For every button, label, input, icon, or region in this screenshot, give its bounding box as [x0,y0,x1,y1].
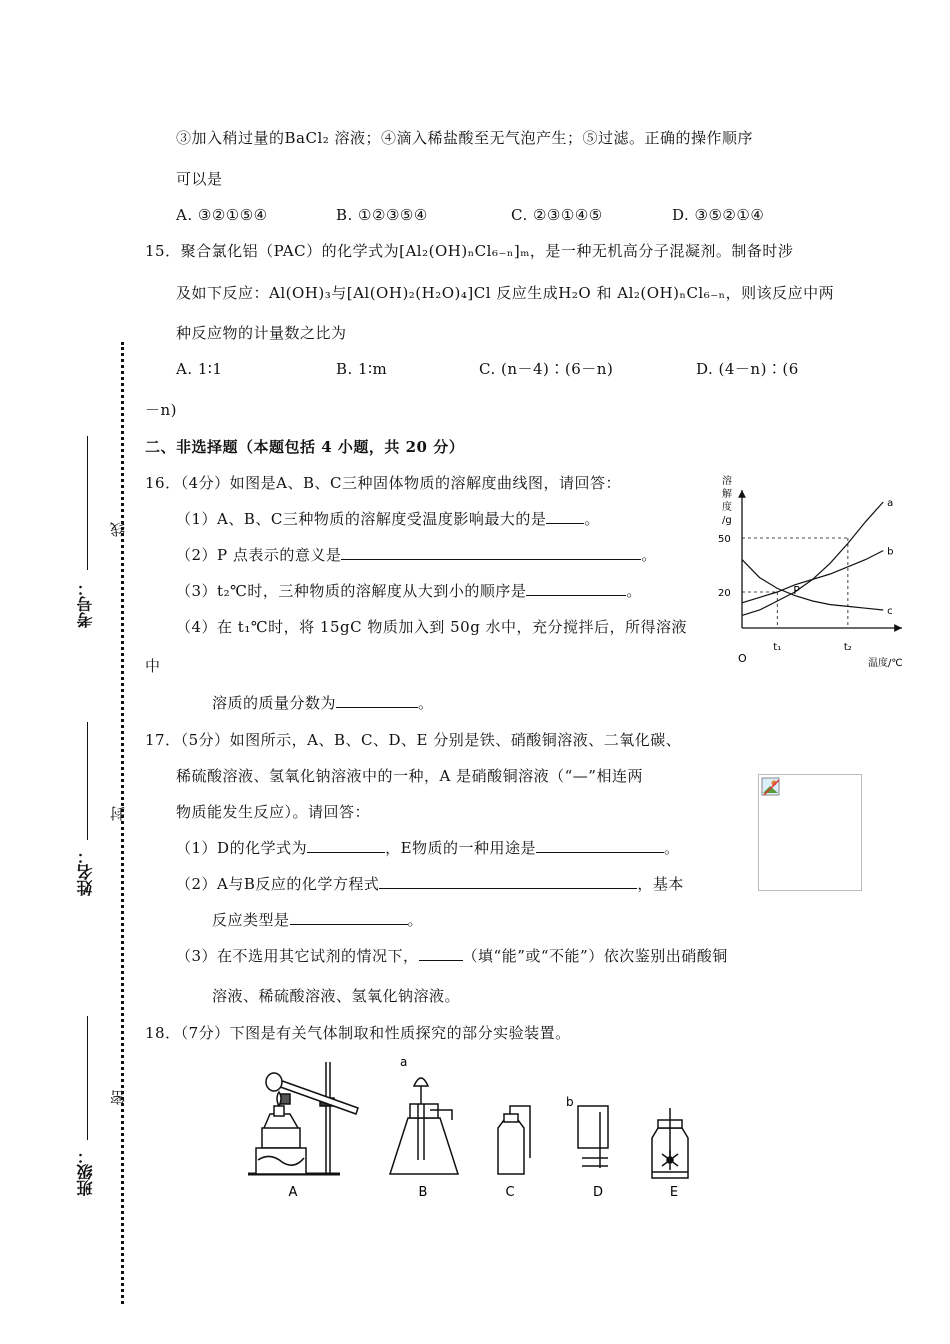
exam-number-label: 考号： [76,580,95,628]
curve-c [742,560,883,610]
q14-line1: ③加入稍过量的BaCl₂ 溶液；④滴入稀盐酸至无气泡产生；⑤过滤。正确的操作顺序 [176,129,754,147]
answer-blank[interactable] [546,509,584,524]
q15-option-d: D. (4－n)∶(6 [696,360,799,378]
margin-char-seal: 封 [109,806,127,821]
tick-labels [718,534,852,653]
q16-part4: （4）在 t₁℃时，将 15gC 物质加入到 50g 水中，充分搅拌后，所得溶液 [176,618,688,636]
broken-image-placeholder [758,774,862,891]
answer-blank[interactable] [379,874,637,889]
curve-b [742,551,883,603]
y-axis-label [722,474,732,526]
q16-part2: （2）P 点表示的意义是 。 [176,546,657,564]
answer-blank[interactable] [307,838,385,853]
q17-stem-line1: 17．（5分）如图所示，A、B、C、D、E 分别是铁、硝酸铜溶液、二氧化碳、 [145,731,682,749]
label-d: D [592,1185,604,1200]
q15-option-a: A. 1∶1 [176,360,223,378]
q18-stem: 18．（7分）下图是有关气体制取和性质探究的部分实验装置。 [145,1024,571,1042]
section-heading: 二、非选择题（本题包括 4 小题，共 20 分） [145,438,465,456]
label-a: A [288,1185,298,1200]
curve-label-b: b [887,546,894,558]
q14-line2: 可以是 [176,170,223,188]
q16-part1: （1）A、B、C三种物质的溶解度受温度影响最大的是 。 [176,510,600,528]
q14-option-d: D. ③⑤②①④ [672,206,765,224]
name-line[interactable] [87,722,88,840]
x-tick-t1: t₁ [773,642,782,653]
answer-blank[interactable] [341,545,641,560]
q15-line1: 15．聚合氯化铝（PAC）的化学式为[Al₂(OH)ₙCl₆₋ₙ]ₘ，是一种无机高分子混凝剂。制备时涉 [145,242,794,260]
y-label-char: 度 [722,502,732,513]
q16-stem: 16．（4分）如图是A、B、C三种固体物质的溶解度曲线图，请回答： [145,474,621,492]
q15-option-b: B. 1∶m [336,360,388,378]
q14-option-b: B. ①②③⑤④ [336,206,428,224]
q16-part3: （3）t₂℃时，三种物质的溶解度从大到小的顺序是 。 [176,582,642,600]
q17-part3: （3）在不选用其它试剂的情况下， （填“能”或“不能”）依次鉴别出硝酸铜 [176,947,728,965]
q17-part2b: 反应类型是 。 [212,911,424,929]
mark-a-label: a [400,1055,408,1069]
q17-part1: （1）D的化学式为 ，E物质的一种用途是 。 [176,839,680,857]
q17-stem-line2: 稀硫酸溶液、氢氧化钠溶液中的一种，A 是硝酸铜溶液（“—”相连两 [176,767,643,785]
q15-line2: 及如下反应：Al(OH)₃与[Al(OH)₂(H₂O)₄]Cl 反应生成H₂O 和 Al₂(OH)ₙCl₆₋ₙ，则该反应中两 [176,284,835,302]
exam-number-line[interactable] [87,436,88,570]
class-line[interactable] [87,1016,88,1140]
margin-char-line: 线 [109,522,127,537]
y-tick-20: 20 [718,588,731,599]
y-label-char: /g [722,515,732,526]
q15-option-c: C. (n－4)∶(6－n) [479,360,614,378]
class-label: 班级： [76,1148,95,1196]
solubility-chart [700,468,920,678]
q17-part2: （2）A与B反应的化学方程式 ，基本 [176,875,684,893]
lab-apparatus-figure [240,1048,700,1208]
curve-label-c: c [887,606,893,617]
q16-part4-wrap: 中 [145,657,161,675]
point-p-label: P [793,584,800,597]
broken-image-icon [761,777,781,797]
margin-char-secret: 密 [109,1090,127,1105]
answer-blank[interactable] [290,910,408,925]
y-label-char: 溶 [722,476,732,487]
guide-lines [742,538,848,628]
y-label-char: 解 [722,489,732,500]
label-e: E [669,1185,679,1200]
q15-option-wrap: －n) [145,401,178,419]
mark-b-label: b [566,1095,574,1109]
x-tick-t2: t₂ [843,642,852,653]
x-axis-label: 温度/℃ [868,658,903,669]
apparatus-b [390,1078,458,1174]
y-tick-50: 50 [718,534,731,545]
q17-part3-wrap: 溶液、稀硫酸溶液、氢氧化钠溶液。 [212,987,461,1005]
label-c: C [505,1185,515,1200]
apparatus-d [578,1106,608,1168]
answer-blank[interactable] [419,946,463,961]
curves [742,498,894,617]
curve-label-a: a [887,498,894,509]
apparatus-e [652,1108,688,1178]
label-b: B [418,1185,428,1200]
q14-option-c: C. ②③①④⑤ [511,206,603,224]
apparatus-c [498,1106,530,1174]
apparatus-a [248,1062,358,1174]
binding-dotted-line [121,342,124,1304]
q14-option-a: A. ③②①⑤④ [176,206,268,224]
q15-line3: 种反应物的计量数之比为 [176,324,347,342]
origin-label: O [738,652,747,665]
q16-part5: 溶质的质量分数为 。 [212,694,434,712]
curve-a [742,502,883,615]
answer-blank[interactable] [526,581,626,596]
name-label: 姓名： [76,848,95,896]
answer-blank[interactable] [536,838,664,853]
answer-blank[interactable] [336,693,418,708]
q17-stem-line3: 物质能发生反应）。请回答： [176,803,371,821]
